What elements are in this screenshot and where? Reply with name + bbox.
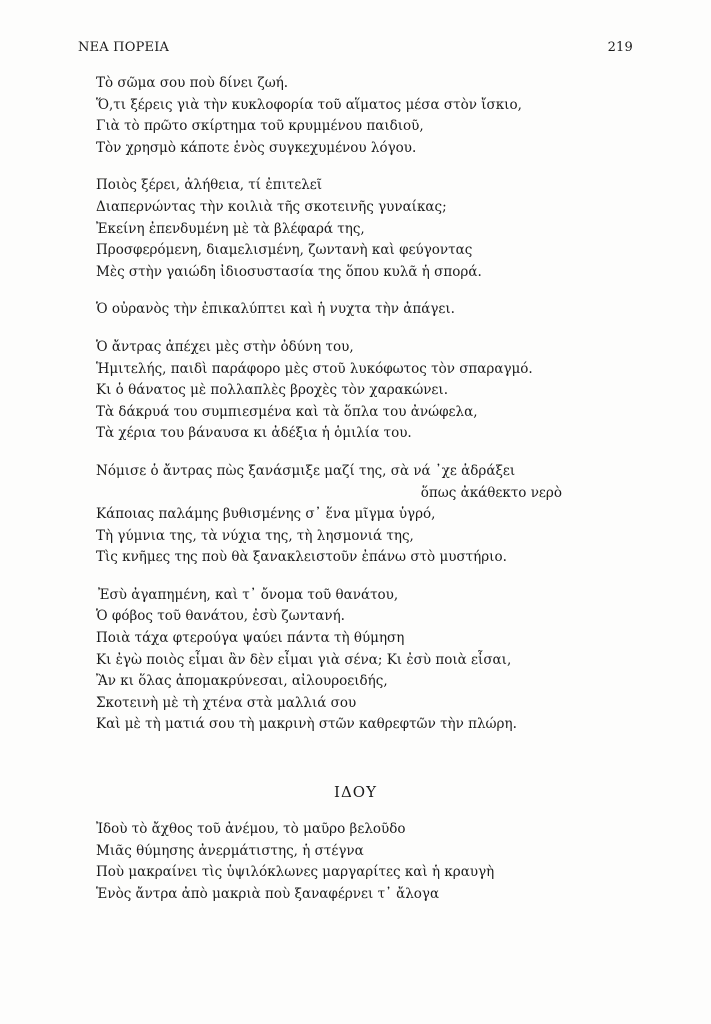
verse-line: Τὸν χρησμὸ κάποτε ἑνὸς συγκεχυμένου λόγου. <box>96 139 417 156</box>
verse-line: Κι ὁ θάνατος μὲ πολλαπλὲς βροχὲς τὸν χαρακώνει. <box>96 382 448 399</box>
verse-line: Ὁ οὐρανὸς τὴν ἐπικαλύπτει καὶ ἡ νυχτα τὴν ἀπάγει. <box>96 301 455 318</box>
verse-line: Ποὺ μακραίνει τὶς ὑψιλόκλωνες μαργαρίτες καὶ ἡ κραυγὴ <box>96 864 495 881</box>
verse-line: Γιὰ τὸ πρῶτο σκίρτημα τοῦ κρυμμένου παιδιοῦ, <box>96 118 424 135</box>
verse-line: Προσφερόμενη, διαμελισμένη, ζωντανὴ καὶ φεύγοντας <box>96 242 473 259</box>
page-number: 219 <box>607 40 633 55</box>
verse-line: Μιᾶς θύμησης ἀνερμάτιστης, ἡ στέγνα <box>96 842 364 859</box>
poem-title: ΙΔΟΥ <box>334 783 377 801</box>
stanza <box>96 73 566 159</box>
verse-line: Καὶ μὲ τὴ ματιά σου τὴ μακρινὴ στῶν καθρεφτῶν τὴν πλώρη. <box>96 716 517 733</box>
poem-body-2 <box>96 819 566 905</box>
verse-line: Ἐσὺ ἀγαπημένη, καὶ τ᾽ ὄνομα τοῦ θανάτου, <box>98 586 399 603</box>
verse-line: Ποιὸς ξέρει, ἀλήθεια, τί ἐπιτελεῖ <box>96 177 323 194</box>
verse-line: Διαπερνώντας τὴν κοιλιὰ τῆς σκοτεινῆς γυναίκας; <box>96 198 447 215</box>
running-head <box>78 40 633 60</box>
verse-line: Τὰ χέρια του βάναυσα κι ἀδέξια ἡ ὁμιλία του. <box>96 425 412 442</box>
verse-line: Μὲς στὴν γαιώδη ἰδιοσυστασία της ὅπου κυλᾶ ἡ σπορά. <box>96 263 482 280</box>
verse-line: Τὰ δάκρυά του συμπιεσμένα καὶ τὰ ὅπλα του ἀνώφελα, <box>96 403 478 420</box>
verse-line: Ὅ,τι ξέρεις γιὰ τὴν κυκλοφορία τοῦ αἵματος μέσα στὸν ἴσκιο, <box>96 96 522 113</box>
verse-line: Ποιὰ τάχα φτερούγα ψαύει πάντα τὴ θύμηση <box>96 630 405 647</box>
verse-line: Ἂν κι ὅλας ἀπομακρύνεσαι, αἰλουροειδής, <box>96 673 388 690</box>
stanza <box>96 461 566 569</box>
poem-body <box>96 73 566 752</box>
verse-line: Ὁ ἄντρας ἀπέχει μὲς στὴν ὀδύνη του, <box>96 338 354 355</box>
verse-line: Ἑνὸς ἄντρα ἀπὸ μακριὰ ποὺ ξαναφέρνει τ᾽ ἄλογα <box>96 885 440 902</box>
verse-line: Νόμισε ὁ ἄντρας πὼς ξανάσμιξε μαζί της, σὰ νά ᾽χε ἁδράξει <box>96 462 516 479</box>
verse-line: Τὸ σῶμα σου ποὺ δίνει ζωή. <box>96 75 289 91</box>
verse-line: Κάποιας παλάμης βυθισμένης σ᾽ ἕνα μῖγμα ὑγρό, <box>96 506 436 523</box>
verse-line: Τὶς κνῆμες της ποὺ θὰ ξανακλειστοῦν ἐπάνω στὸ μυστήριο. <box>96 549 507 566</box>
verse-line: Κι ἐγὼ ποιὸς εἶμαι ἂν δὲν εἶμαι γιὰ σένα; Κι ἐσὺ ποιὰ εἶσαι, <box>96 651 512 668</box>
verse-line-continuation: ὅπως ἀκάθεκτο νερὸ <box>420 484 562 501</box>
verse-line: Ἰδοὺ τὸ ἄχθος τοῦ ἀνέμου, τὸ μαῦρο βελοῦδο <box>96 821 406 837</box>
stanza <box>96 337 566 445</box>
verse-line: Τὴ γύμνια της, τὰ νύχια της, τὴ λησμονιά της, <box>96 527 414 544</box>
running-title: ΝΕΑ ΠΟΡΕΙΑ <box>78 40 170 55</box>
stanza <box>96 299 566 321</box>
verse-line: Ἐκείνη ἐπενδυμένη μὲ τὰ βλέφαρά της, <box>96 220 365 237</box>
verse-line: Ὁ φόβος τοῦ θανάτου, ἐσὺ ζωντανή. <box>96 608 345 625</box>
stanza <box>96 585 566 736</box>
verse-line: Σκοτεινὴ μὲ τὴ χτένα στὰ μαλλιά σου <box>96 694 357 711</box>
stanza <box>96 175 566 283</box>
verse-line: Ἡμιτελής, παιδὶ παράφορο μὲς στοῦ λυκόφωτος τὸν σπαραγμό. <box>96 360 533 377</box>
